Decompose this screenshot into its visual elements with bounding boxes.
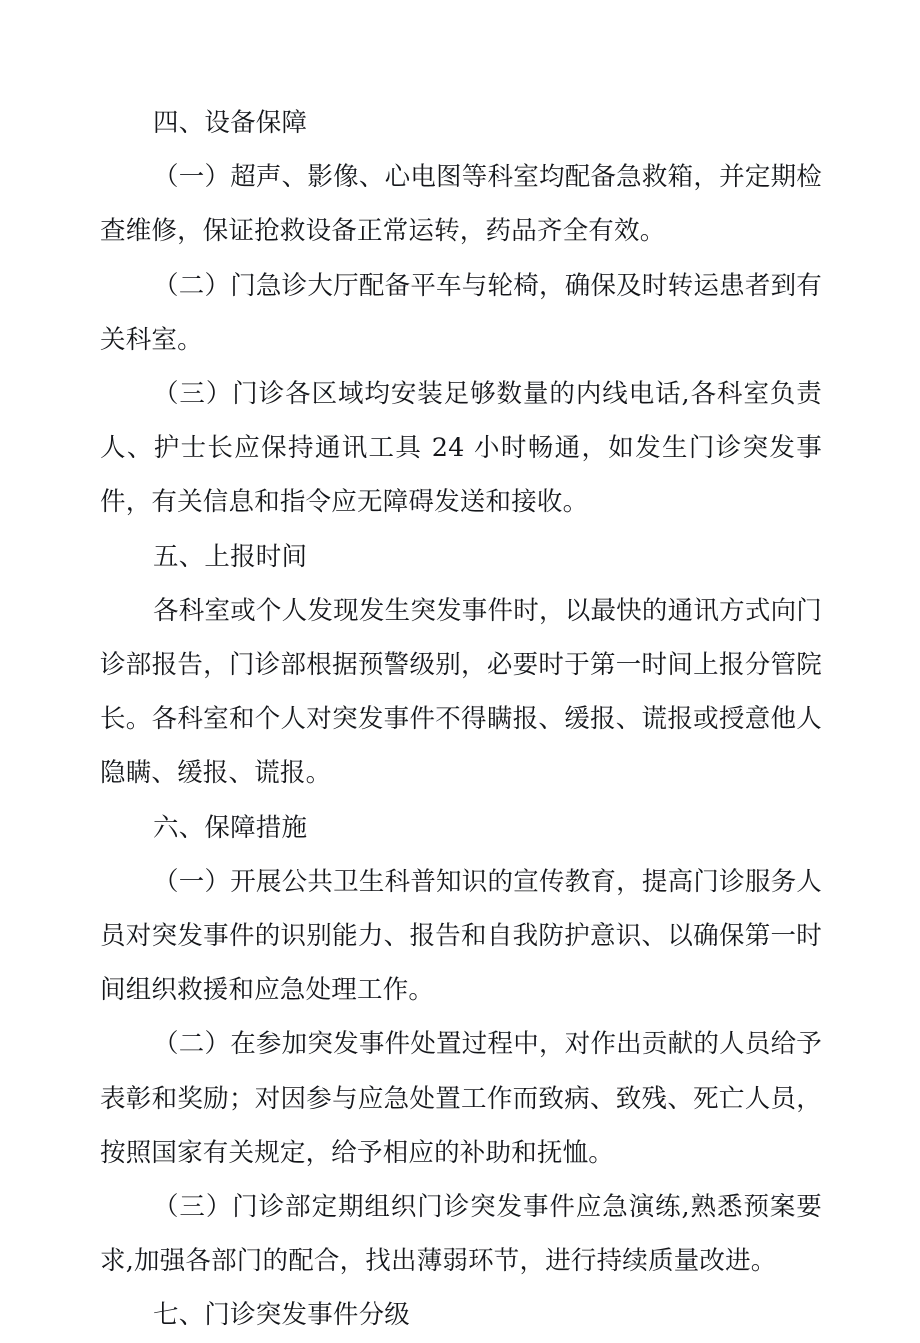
document-text-body (100, 96, 822, 1343)
section-six-paragraph-one: （一）开展公共卫生科普知识的宣传教育，提高门诊服务人员对突发事件的识别能力、报告和自我防护意识、以确保第一时间组织救援和应急处理工作。 (100, 866, 822, 1006)
section-six-paragraph-three: （三）门诊部定期组织门诊突发事件应急演练,熟悉预案要求,加强各部门的配合，找出薄弱环节，进行持续质量改进。 (100, 1192, 822, 1277)
section-four-paragraph-two: （二）门急诊大厅配备平车与轮椅，确保及时转运患者到有关科室。 (100, 270, 822, 355)
section-heading-six: 六、保障措施 (153, 812, 308, 843)
section-heading-four: 四、设备保障 (153, 108, 308, 138)
section-heading-seven: 七、门诊突发事件分级 (153, 1300, 411, 1331)
section-five-paragraph: 各科室或个人发现发生突发事件时，以最快的通讯方式向门诊部报告，门诊部根据预警级别，必要时于第一时间上报分管院长。各科室和个人对突发事件不得瞒报、缓报、谎报或授意他人隐瞒、缓报、谎报。 (100, 595, 822, 789)
section-six-paragraph-two: （二）在参加突发事件处置过程中，对作出贡献的人员给予表彰和奖励；对因参与应急处置工作而致病、致残、死亡人员，按照国家有关规定，给予相应的补助和抚恤。 (100, 1029, 822, 1168)
section-four-paragraph-three: （三）门诊各区域均安装足够数量的内线电话,各科室负责人、护士长应保持通讯工具 24 小时畅通，如发生门诊突发事件，有关信息和指令应无障碍发送和接收。 (100, 379, 822, 518)
section-four-paragraph-one: （一）超声、影像、心电图等科室均配备急救箱，并定期检查维修，保证抢救设备正常运转，药品齐全有效。 (100, 162, 822, 247)
section-heading-five: 五、上报时间 (153, 541, 308, 572)
